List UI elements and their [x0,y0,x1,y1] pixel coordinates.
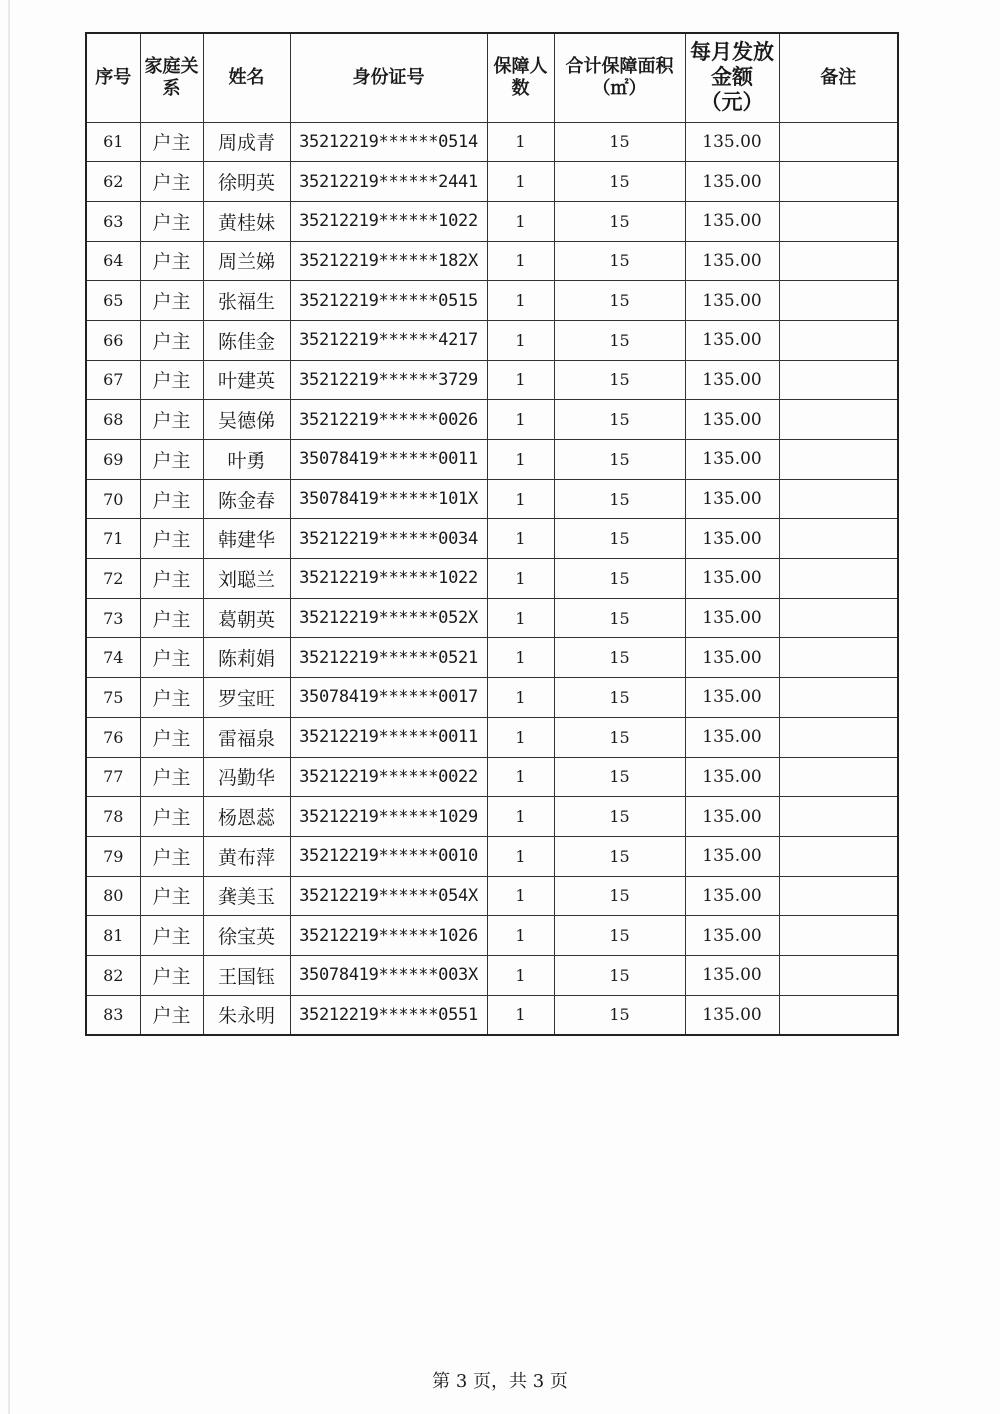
cell-relation: 户主 [140,519,203,559]
cell-amount: 135.00 [685,440,779,480]
cell-people: 1 [487,241,554,281]
cell-relation: 户主 [140,678,203,718]
cell-amount: 135.00 [685,559,779,599]
cell-seq: 61 [86,122,140,162]
cell-name: 陈金春 [203,479,290,519]
cell-id-number: 35212219******0022 [290,757,487,797]
cell-people: 1 [487,320,554,360]
cell-people: 1 [487,678,554,718]
cell-relation: 户主 [140,797,203,837]
cell-area: 15 [554,876,685,916]
cell-people: 1 [487,400,554,440]
cell-seq: 64 [86,241,140,281]
cell-amount: 135.00 [685,479,779,519]
cell-area: 15 [554,201,685,241]
cell-remark [779,162,898,202]
cell-area: 15 [554,955,685,995]
table-row [86,122,898,162]
cell-seq: 72 [86,559,140,599]
cell-seq: 66 [86,320,140,360]
cell-relation: 户主 [140,916,203,956]
cell-seq: 71 [86,519,140,559]
header-relation: 家庭关系 [140,33,203,122]
cell-area: 15 [554,519,685,559]
cell-people: 1 [487,360,554,400]
cell-relation: 户主 [140,757,203,797]
cell-amount: 135.00 [685,955,779,995]
cell-name: 杨恩蕊 [203,797,290,837]
cell-seq: 69 [86,440,140,480]
table-row [86,916,898,956]
cell-seq: 70 [86,479,140,519]
cell-id-number: 35212219******2441 [290,162,487,202]
cell-area: 15 [554,598,685,638]
cell-id-number: 35212219******0011 [290,717,487,757]
cell-id-number: 35212219******182X [290,241,487,281]
cell-area: 15 [554,479,685,519]
cell-name: 周兰娣 [203,241,290,281]
cell-remark [779,479,898,519]
table-row [86,360,898,400]
cell-remark [779,717,898,757]
table-row [86,320,898,360]
cell-remark [779,598,898,638]
cell-area: 15 [554,360,685,400]
table-row [86,162,898,202]
cell-id-number: 35212219******052X [290,598,487,638]
page-footer: 第 3 页，共 3 页 [432,1371,568,1392]
cell-seq: 62 [86,162,140,202]
cell-seq: 79 [86,836,140,876]
cell-amount: 135.00 [685,876,779,916]
cell-name: 葛朝英 [203,598,290,638]
cell-id-number: 35212219******0514 [290,122,487,162]
cell-name: 黄桂妹 [203,201,290,241]
cell-remark [779,916,898,956]
cell-amount: 135.00 [685,916,779,956]
cell-amount: 135.00 [685,241,779,281]
cell-seq: 63 [86,201,140,241]
cell-remark [779,797,898,837]
cell-amount: 135.00 [685,360,779,400]
header-row [86,33,898,122]
table-row [86,440,898,480]
cell-relation: 户主 [140,440,203,480]
cell-area: 15 [554,559,685,599]
cell-remark [779,955,898,995]
cell-name: 吴德俤 [203,400,290,440]
cell-relation: 户主 [140,638,203,678]
cell-id-number: 35212219******0521 [290,638,487,678]
cell-name: 冯勤华 [203,757,290,797]
cell-people: 1 [487,836,554,876]
cell-id-number: 35212219******0026 [290,400,487,440]
cell-remark [779,995,898,1035]
cell-relation: 户主 [140,955,203,995]
cell-remark [779,836,898,876]
cell-name: 朱永明 [203,995,290,1035]
cell-amount: 135.00 [685,678,779,718]
cell-seq: 75 [86,678,140,718]
cell-name: 叶建英 [203,360,290,400]
cell-area: 15 [554,281,685,321]
cell-remark [779,201,898,241]
cell-amount: 135.00 [685,717,779,757]
cell-seq: 76 [86,717,140,757]
cell-id-number: 35212219******0010 [290,836,487,876]
cell-name: 张福生 [203,281,290,321]
cell-id-number: 35212219******1026 [290,916,487,956]
cell-remark [779,519,898,559]
cell-remark [779,876,898,916]
table-row [86,797,898,837]
cell-area: 15 [554,995,685,1035]
cell-id-number: 35078419******0017 [290,678,487,718]
cell-area: 15 [554,717,685,757]
cell-area: 15 [554,320,685,360]
cell-amount: 135.00 [685,281,779,321]
cell-seq: 81 [86,916,140,956]
cell-relation: 户主 [140,122,203,162]
cell-amount: 135.00 [685,519,779,559]
table-row [86,836,898,876]
cell-id-number: 35212219******0551 [290,995,487,1035]
cell-seq: 74 [86,638,140,678]
cell-area: 15 [554,162,685,202]
cell-remark [779,360,898,400]
cell-seq: 73 [86,598,140,638]
table-row [86,201,898,241]
cell-relation: 户主 [140,876,203,916]
table-row [86,479,898,519]
cell-people: 1 [487,916,554,956]
subsidy-roster-table [85,32,899,1036]
table-row [86,598,898,638]
header-id-number: 身份证号 [290,33,487,122]
cell-relation: 户主 [140,241,203,281]
table-body [86,122,898,1035]
header-area: 合计保障面积（㎡） [554,33,685,122]
cell-relation: 户主 [140,201,203,241]
cell-people: 1 [487,122,554,162]
table-row [86,757,898,797]
cell-people: 1 [487,519,554,559]
cell-name: 龚美玉 [203,876,290,916]
cell-relation: 户主 [140,320,203,360]
header-people: 保障人数 [487,33,554,122]
table-row [86,678,898,718]
cell-people: 1 [487,559,554,599]
cell-remark [779,241,898,281]
cell-relation: 户主 [140,717,203,757]
cell-remark [779,320,898,360]
cell-area: 15 [554,440,685,480]
cell-seq: 65 [86,281,140,321]
cell-area: 15 [554,916,685,956]
cell-people: 1 [487,638,554,678]
cell-amount: 135.00 [685,638,779,678]
cell-people: 1 [487,479,554,519]
cell-name: 陈佳金 [203,320,290,360]
cell-name: 陈莉娟 [203,638,290,678]
cell-seq: 67 [86,360,140,400]
cell-seq: 83 [86,995,140,1035]
cell-remark [779,559,898,599]
header-name: 姓名 [203,33,290,122]
cell-id-number: 35212219******054X [290,876,487,916]
cell-name: 周成青 [203,122,290,162]
cell-seq: 68 [86,400,140,440]
cell-id-number: 35212219******4217 [290,320,487,360]
cell-area: 15 [554,678,685,718]
cell-id-number: 35212219******3729 [290,360,487,400]
cell-name: 雷福泉 [203,717,290,757]
cell-relation: 户主 [140,598,203,638]
cell-id-number: 35078419******101X [290,479,487,519]
cell-name: 王国钰 [203,955,290,995]
cell-id-number: 35212219******1029 [290,797,487,837]
cell-seq: 77 [86,757,140,797]
cell-amount: 135.00 [685,836,779,876]
cell-amount: 135.00 [685,122,779,162]
cell-area: 15 [554,836,685,876]
cell-name: 刘聪兰 [203,559,290,599]
cell-seq: 78 [86,797,140,837]
cell-amount: 135.00 [685,201,779,241]
cell-id-number: 35212219******1022 [290,559,487,599]
cell-id-number: 35212219******0515 [290,281,487,321]
cell-seq: 80 [86,876,140,916]
table-row [86,281,898,321]
cell-relation: 户主 [140,836,203,876]
cell-relation: 户主 [140,162,203,202]
cell-area: 15 [554,757,685,797]
scan-edge [8,0,10,1414]
cell-remark [779,638,898,678]
cell-people: 1 [487,995,554,1035]
table-row [86,519,898,559]
cell-people: 1 [487,281,554,321]
cell-id-number: 35212219******0034 [290,519,487,559]
cell-id-number: 35078419******0011 [290,440,487,480]
cell-people: 1 [487,876,554,916]
cell-relation: 户主 [140,479,203,519]
cell-name: 罗宝旺 [203,678,290,718]
cell-area: 15 [554,797,685,837]
header-amount: 每月发放金额（元） [685,33,779,122]
table-row [86,876,898,916]
cell-id-number: 35212219******1022 [290,201,487,241]
cell-people: 1 [487,440,554,480]
table-row [86,241,898,281]
cell-people: 1 [487,717,554,757]
cell-name: 叶勇 [203,440,290,480]
table-row [86,638,898,678]
cell-area: 15 [554,122,685,162]
cell-name: 韩建华 [203,519,290,559]
table-row [86,400,898,440]
cell-name: 徐明英 [203,162,290,202]
header-remarks: 备注 [779,33,898,122]
cell-remark [779,678,898,718]
cell-people: 1 [487,797,554,837]
cell-remark [779,440,898,480]
cell-relation: 户主 [140,559,203,599]
cell-amount: 135.00 [685,995,779,1035]
cell-remark [779,757,898,797]
cell-people: 1 [487,757,554,797]
cell-people: 1 [487,162,554,202]
cell-name: 黄布萍 [203,836,290,876]
cell-relation: 户主 [140,995,203,1035]
cell-area: 15 [554,400,685,440]
cell-amount: 135.00 [685,797,779,837]
cell-amount: 135.00 [685,757,779,797]
cell-area: 15 [554,241,685,281]
cell-amount: 135.00 [685,400,779,440]
cell-id-number: 35078419******003X [290,955,487,995]
cell-amount: 135.00 [685,598,779,638]
cell-amount: 135.00 [685,162,779,202]
table-row [86,955,898,995]
cell-remark [779,400,898,440]
cell-area: 15 [554,638,685,678]
cell-remark [779,122,898,162]
table-row [86,717,898,757]
cell-people: 1 [487,201,554,241]
cell-amount: 135.00 [685,320,779,360]
table-row [86,995,898,1035]
cell-remark [779,281,898,321]
cell-relation: 户主 [140,400,203,440]
cell-relation: 户主 [140,281,203,321]
cell-name: 徐宝英 [203,916,290,956]
cell-people: 1 [487,955,554,995]
table-row [86,559,898,599]
cell-relation: 户主 [140,360,203,400]
cell-seq: 82 [86,955,140,995]
cell-people: 1 [487,598,554,638]
header-seq: 序号 [86,33,140,122]
